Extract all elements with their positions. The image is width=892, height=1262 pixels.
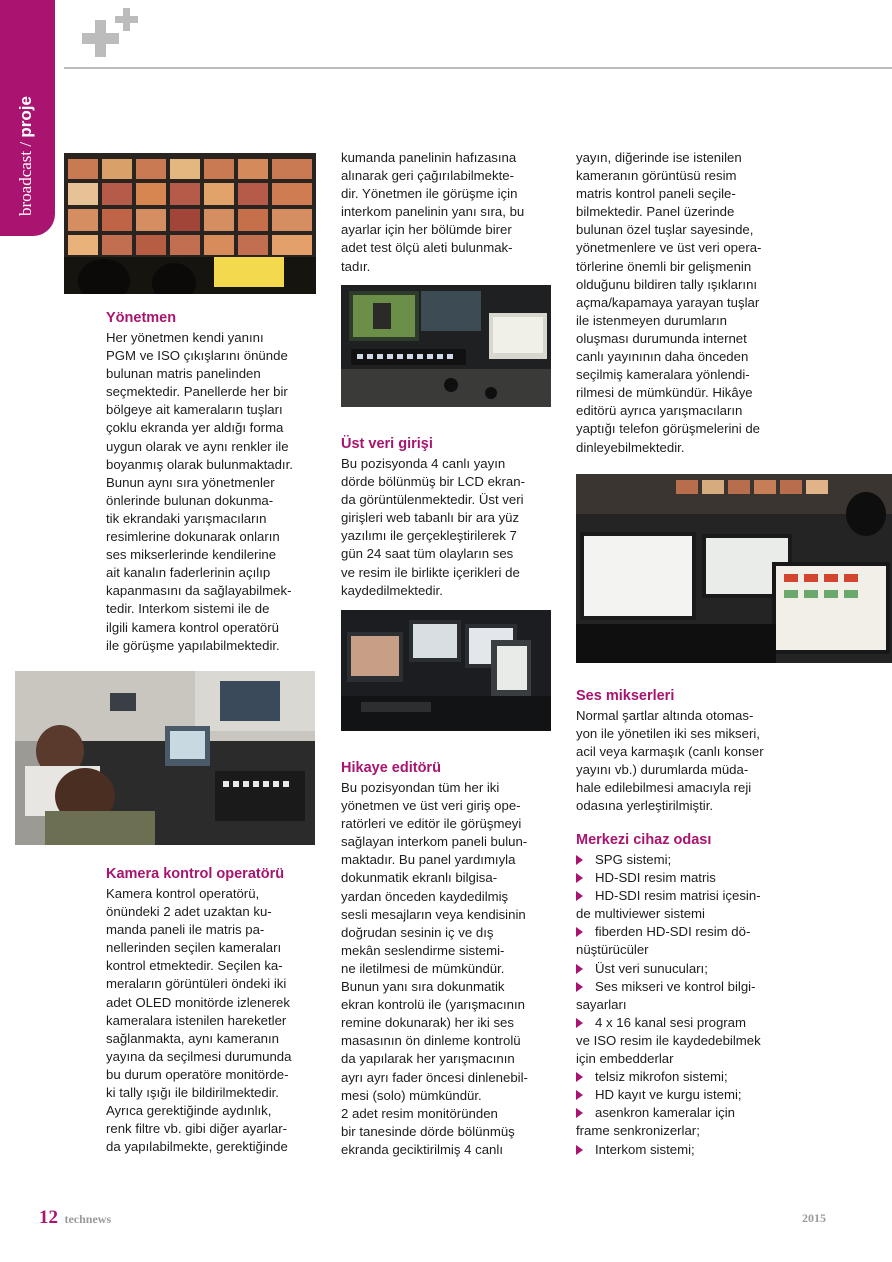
text-line: matris kontrol paneli seçile-	[576, 186, 736, 202]
list-item	[576, 887, 796, 923]
text-line: bulunan özel tuşlar sayesinde,	[576, 222, 754, 238]
text-line: maktadır. Bu panel yardımıyla	[341, 852, 516, 868]
text-line: ait kanalın faderlerinin açılıp	[106, 565, 271, 581]
yonetmen-body	[106, 329, 318, 655]
bullet-triangle-icon	[576, 982, 583, 992]
list-item-text: de multiviewer sistemi	[576, 906, 705, 922]
operators-at-control-desk-photo	[15, 671, 315, 845]
text-line: tedir. Interkom sistemi ile de	[106, 601, 270, 617]
text-line: meraların görüntüleri öndeki iki	[106, 976, 287, 992]
text-line: rilmesi de mümkündür. Hikâye	[576, 385, 753, 401]
text-line: alınarak geri çağırılabilmekte-	[341, 168, 514, 184]
list-item-text: telsiz mikrofon sistemi;	[595, 1069, 728, 1085]
text-line: gün 24 saat tüm olayların ses	[341, 546, 514, 562]
heading-yonetmen: Yönetmen	[106, 310, 177, 326]
text-line: tadır.	[341, 258, 371, 274]
text-line: ilgili kamera kontrol operatörü	[106, 619, 279, 635]
text-line: yayın, diğerinde ise istenilen	[576, 150, 742, 165]
text-line: bu durum operatöre monitörde-	[106, 1066, 289, 1082]
mixer-monitors-photo	[576, 474, 892, 663]
list-item-text: Interkom sistemi;	[595, 1141, 695, 1157]
text-line: törlerine önemli bir gelişmenin	[576, 258, 752, 274]
list-item-text: Ses mikseri ve kontrol bilgi-	[595, 978, 756, 994]
text-line: dokunmatik ekranlı bilgisa-	[341, 870, 498, 886]
text-line: renk filtre vb. gibi diğer ayarlar-	[106, 1121, 288, 1137]
text-line: bilmektedir. Panel üzerinde	[576, 204, 735, 220]
text-line: oluşması durumunda internet	[576, 330, 747, 346]
list-item-text: için embedderlar	[576, 1051, 674, 1067]
list-item	[576, 923, 796, 959]
text-line: yaptığı telefon görüşmelerini de	[576, 421, 761, 437]
text-line: sağlanmakta, aynı kameranın	[106, 1030, 279, 1046]
list-item-text: ve ISO resim ile kaydedebilmek	[576, 1032, 761, 1048]
text-line: seçmektedir. Panellerde her bir	[106, 384, 288, 400]
bullet-triangle-icon	[576, 964, 583, 974]
bullet-triangle-icon	[576, 1108, 583, 1118]
text-line: tik ekrandaki yarışmacıların	[106, 510, 267, 526]
text-line: bulunan matris panelinden	[106, 366, 261, 382]
magazine-name: technews	[64, 1212, 112, 1226]
text-line: kumanda panelinin hafızasına	[341, 150, 517, 165]
footer-folio	[39, 1207, 111, 1229]
editing-monitors-photo	[341, 610, 551, 731]
text-line: Her yönetmen kendi yanını	[106, 330, 264, 345]
text-line: Bu pozisyonda 4 canlı yayın	[341, 456, 506, 471]
text-line: PGM ve ISO çıkışlarını önünde	[106, 348, 288, 364]
list-item	[576, 869, 796, 887]
central-equipment-list	[576, 851, 796, 1159]
text-line: dörde bölünmüş bir LCD ekran-	[341, 474, 525, 490]
section-separator: /	[16, 137, 35, 151]
section-word-broadcast: broadcast	[16, 150, 35, 216]
text-line: hale edilebilmesi amacıyla reji	[576, 780, 752, 796]
text-line: bölgeye ait kameraların tuşları	[106, 402, 283, 418]
text-line: yönetmen ve üst veri giriş ope-	[341, 798, 521, 814]
text-line: acil veya karmaşık (canlı konser	[576, 744, 764, 760]
text-line: yönetmenlere ve üst veri opera-	[576, 240, 762, 256]
text-line: uygun olarak ve aynı renkler ile	[106, 438, 289, 454]
text-line: editörü ayrıca yarışmacıların	[576, 403, 743, 419]
section-tab	[0, 0, 55, 236]
heading-merkezi-cihaz-odasi: Merkezi cihaz odası	[576, 832, 712, 848]
ses-body	[576, 707, 791, 816]
text-line: adet OLED monitörde izlenerek	[106, 994, 290, 1010]
text-line: önündeki 2 adet uzaktan ku-	[106, 904, 272, 920]
section-word-proje: proje	[16, 96, 35, 138]
list-item-text: SPG sistemi;	[595, 852, 672, 867]
text-line: yardan önceden kaydedilmiş	[341, 888, 509, 904]
list-item-text: fiberden HD-SDI resim dö-	[595, 924, 751, 940]
list-item-text: 4 x 16 kanal sesi program	[595, 1014, 746, 1030]
text-line: 2 adet resim monitöründen	[341, 1105, 498, 1121]
text-line: odasına yerleştirilmiştir.	[576, 798, 714, 814]
text-line: olduğunu bildiren tally ışıklarını	[576, 276, 758, 292]
text-line: yon ile yönetilen iki ses mikseri,	[576, 726, 760, 742]
list-item-text: HD-SDI resim matris	[595, 870, 716, 886]
list-item-text: HD-SDI resim matrisi içesin-	[595, 888, 761, 904]
list-item-text: sayarları	[576, 996, 627, 1012]
text-line: ratörleri ve editör ile görüşmeyi	[341, 816, 522, 832]
text-line: Normal şartlar altında otomas-	[576, 708, 754, 723]
text-line: da görüntülenmektedir. Üst veri	[341, 492, 524, 508]
bullet-triangle-icon	[576, 891, 583, 901]
text-line: yayına da seçilmesi durumunda	[106, 1048, 292, 1064]
list-item-text: Üst veri sunucuları;	[595, 960, 708, 976]
text-line: kameralara istenilen hareketler	[106, 1012, 287, 1028]
text-line: mesi (solo) mümkündür.	[341, 1087, 482, 1103]
text-line: boyanmış olarak bulunmaktadır.	[106, 456, 293, 472]
list-item-text: HD kayıt ve kurgu istemi;	[595, 1087, 742, 1103]
text-line: remine dokunarak) her iki ses	[341, 1015, 514, 1031]
ust-veri-body	[341, 455, 553, 600]
list-item	[576, 1104, 796, 1140]
bullet-triangle-icon	[576, 1018, 583, 1028]
section-label	[16, 96, 36, 216]
text-line: bir tanesinde dörde bölünmüş	[341, 1123, 515, 1139]
text-line: açma/kapamaya yarayan tuşlar	[576, 294, 760, 310]
text-line: ne iletilmesi de mümkündür.	[341, 960, 505, 976]
text-line: Bunun yanı sıra dokunmatik	[341, 979, 505, 995]
text-line: seçilmiş kameralara yönlendi-	[576, 367, 750, 383]
text-line: doğrudan sesinin iç ve dış	[341, 924, 494, 940]
text-line: sesli mesajların veya kendisinin	[341, 906, 526, 922]
text-line: girişleri web tabanlı bir ara yüz	[341, 510, 520, 526]
text-line: ayarlar için her bölümde birer	[341, 222, 512, 238]
issue-year: 2015	[802, 1211, 826, 1225]
text-line: Ayrıca gerektiğinde aydınlık,	[106, 1103, 272, 1119]
text-line: dinleyebilmektedir.	[576, 439, 685, 455]
text-line: masasının ön dinleme kontrolü	[341, 1033, 521, 1049]
col3-continuation-body	[576, 149, 791, 457]
col2-continuation-body	[341, 149, 553, 276]
list-item	[576, 1068, 796, 1086]
text-line: sağlayan interkom paneli bulun-	[341, 834, 528, 850]
header-rule	[64, 67, 892, 69]
heading-ses-mikserleri: Ses mikserleri	[576, 688, 675, 704]
bullet-triangle-icon	[576, 927, 583, 937]
kamera-body	[106, 885, 318, 1156]
text-line: kontrol etmektedir. Seçilen ka-	[106, 958, 283, 974]
plus-logo-icon	[82, 8, 144, 60]
text-line: kameranın görüntüsü resim	[576, 168, 737, 184]
text-line: nellerinden seçilen kameraları	[106, 940, 282, 956]
bullet-triangle-icon	[576, 1072, 583, 1082]
text-line: yazılımı ile gerçekleştirilerek 7	[341, 528, 517, 544]
list-item	[576, 978, 796, 1014]
text-line: adet test ölçü aleti bulunmak-	[341, 240, 513, 256]
hikaye-body	[341, 779, 553, 1159]
text-line: yayını vb.) durumlarda müda-	[576, 762, 749, 778]
list-item	[576, 851, 796, 869]
list-item-text: nüştürücüler	[576, 942, 649, 958]
text-line: kaydedilmektedir.	[341, 582, 443, 598]
bullet-triangle-icon	[576, 855, 583, 865]
text-line: ayrı ayrı fader öncesi dinlenebil-	[341, 1069, 528, 1085]
text-line: canlı yayınının daha önceden	[576, 349, 749, 365]
text-line: Bunun aynı sıra yönetmenler	[106, 474, 275, 490]
text-line: ses mikserlerinde kendilerine	[106, 547, 277, 563]
text-line: interkom panelinin yanı sıra, bu	[341, 204, 525, 220]
control-room-monitor-wall-photo	[64, 153, 316, 294]
text-line: Bu pozisyondan tüm her iki	[341, 780, 500, 795]
text-line: da yapılabilmekte, gerektiğinde	[106, 1139, 288, 1155]
text-line: ve resim ile birlikte içerikleri de	[341, 564, 520, 580]
text-line: manda paneli ile matris pa-	[106, 922, 265, 938]
intercom-panel-desk-photo	[341, 285, 551, 407]
heading-hikaye-editoru: Hikaye editörü	[341, 760, 441, 776]
bullet-triangle-icon	[576, 1090, 583, 1100]
bullet-triangle-icon	[576, 1145, 583, 1155]
list-item	[576, 1086, 796, 1104]
text-line: kapanmasını da sağlayabilmek-	[106, 583, 292, 599]
text-line: da yapılarak her yarışmacının	[341, 1051, 515, 1067]
heading-kamera-kontrol-operatoru: Kamera kontrol operatörü	[106, 866, 285, 882]
text-line: önlerinde bulunan dokunma-	[106, 492, 274, 508]
list-item-text: asenkron kameralar için	[595, 1105, 735, 1121]
text-line: dir. Yönetmen ile görüşme için	[341, 186, 518, 202]
list-item	[576, 1014, 796, 1068]
list-item	[576, 960, 796, 978]
text-line: resimlerine dokunarak onların	[106, 529, 280, 545]
list-item-text: frame senkronizerlar;	[576, 1123, 700, 1139]
text-line: çoklu ekranda yer aldığı forma	[106, 420, 284, 436]
text-line: ekran kontrolü ile (yarışmacının	[341, 997, 525, 1013]
page-number: 12	[39, 1207, 58, 1228]
text-line: mekân seslendirme sistemi-	[341, 942, 505, 958]
text-line: ile istenmeyen durumların	[576, 312, 727, 328]
text-line: ile görüşme yapılabilmektedir.	[106, 637, 280, 653]
heading-ust-veri-girisi: Üst veri girişi	[341, 436, 433, 452]
text-line: ekranda geciktirilmiş 4 canlı	[341, 1141, 503, 1157]
text-line: Kamera kontrol operatörü,	[106, 886, 260, 901]
bullet-triangle-icon	[576, 873, 583, 883]
list-item	[576, 1141, 796, 1159]
text-line: ki tally ışığı ile bildirilmektedir.	[106, 1085, 279, 1101]
